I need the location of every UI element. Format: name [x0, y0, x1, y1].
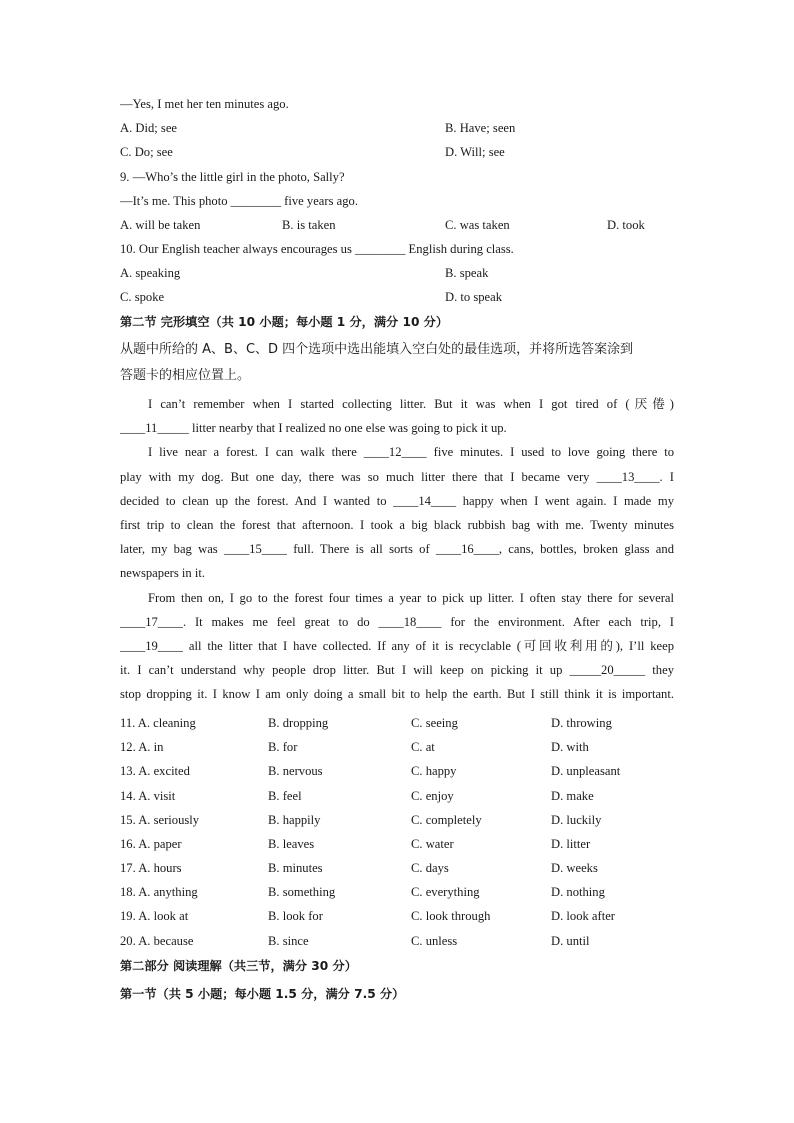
option-15-d: D. luckily	[551, 813, 602, 827]
option-16-d: D. litter	[551, 837, 591, 851]
passage-line: it. I can’t understand why people drop litter. But I will keep on picking it up _____20_____ they	[120, 663, 674, 678]
part2-heading: 第二部分 阅读理解（共三节，满分 30 分）	[120, 959, 357, 973]
passage-line: decided to clean up the forest. And I wanted to ____14____ happy when I went again. I made my	[120, 493, 674, 508]
option-13-a: 13. A. excited	[120, 764, 190, 778]
q9-question: 9. —Who’s the little girl in the photo, Sally?	[120, 170, 345, 184]
option-15-a: 15. A. seriously	[120, 813, 200, 827]
passage-line: first trip to clean the forest that afternoon. I took a big black rubbish bag with me. Twenty minutes	[120, 517, 674, 532]
option-17-b: B. minutes	[268, 861, 323, 875]
passage-line: play with my dog. But one day, there was so much litter there that I became very ____13____. I	[120, 469, 674, 484]
option-11-c: C. seeing	[411, 716, 458, 730]
passage-line: I can’t remember when I started collecting litter. But it was when I got tired of (厌倦)	[148, 397, 674, 411]
section2-heading: 第二节 完形填空（共 10 小题；每小题 1 分，满分 10 分）	[120, 315, 449, 329]
option-16-c: C. water	[411, 837, 454, 851]
option-11-d: D. throwing	[551, 716, 612, 730]
option-14-b: B. feel	[268, 789, 302, 803]
option-12-a: 12. A. in	[120, 740, 164, 754]
option-11-a: 11. A. cleaning	[120, 716, 196, 730]
option-20-d: D. until	[551, 934, 590, 948]
option-20-a: 20. A. because	[120, 934, 194, 948]
q9-option-d: D. took	[607, 218, 645, 232]
option-13-c: C. happy	[411, 764, 457, 778]
option-19-c: C. look through	[411, 909, 491, 923]
q10-option-d: D. to speak	[445, 290, 503, 304]
option-14-c: C. enjoy	[411, 789, 454, 803]
passage-line: newspapers in it.	[120, 566, 205, 581]
passage-line: ____11_____ litter nearby that I realized no one else was going to pick it up.	[120, 421, 507, 436]
passage-line: I live near a forest. I can walk there ____12____ five minutes. I used to love going there to	[148, 445, 674, 460]
option-13-b: B. nervous	[268, 764, 323, 778]
option-15-c: C. completely	[411, 813, 482, 827]
option-12-d: D. with	[551, 740, 589, 754]
option-19-a: 19. A. look at	[120, 909, 189, 923]
passage-line: later, my bag was ____15____ full. There is all sorts of ____16____, cans, bottles, broken glass and	[120, 542, 674, 557]
passage-line: From then on, I go to the forest four times a year to pick up litter. I often stay there for several	[148, 590, 674, 605]
option-20-b: B. since	[268, 934, 309, 948]
option-16-b: B. leaves	[268, 837, 315, 851]
option-18-b: B. something	[268, 885, 336, 899]
option-19-b: B. look for	[268, 909, 323, 923]
q10-option-b: B. speak	[445, 266, 489, 280]
q8-option-a: A. Did; see	[120, 121, 178, 135]
option-13-d: D. unpleasant	[551, 764, 621, 778]
option-18-c: C. everything	[411, 885, 480, 899]
q8-option-c: C. Do; see	[120, 145, 173, 159]
q9-option-c: C. was taken	[445, 218, 510, 232]
option-16-a: 16. A. paper	[120, 837, 182, 851]
q9-option-b: B. is taken	[282, 218, 336, 232]
option-17-a: 17. A. hours	[120, 861, 182, 875]
q8-answer-line: —Yes, I met her ten minutes ago.	[120, 97, 289, 111]
part2-section1-heading: 第一节（共 5 小题；每小题 1.5 分，满分 7.5 分）	[120, 987, 405, 1001]
passage-line: ____17____. It makes me feel great to do ____18____ for the environment. After each trip, I	[120, 614, 674, 629]
q10-option-a: A. speaking	[120, 266, 181, 280]
option-14-d: D. make	[551, 789, 594, 803]
passage-line: stop dropping it. I know I am only doing a small bit to help the earth. But I still think it is important.	[120, 687, 674, 702]
section2-instruction-line1: 从题中所给的 A、B、C、D 四个选项中选出能填入空白处的最佳选项，并将所选答案涂到	[120, 342, 634, 357]
option-19-d: D. look after	[551, 909, 615, 923]
option-12-c: C. at	[411, 740, 435, 754]
option-17-d: D. weeks	[551, 861, 598, 875]
passage-line: ____19____ all the litter that I have collected. If any of it is recyclable (可回收利用的), I’ll keep	[120, 638, 674, 653]
q8-option-d: D. Will; see	[445, 145, 505, 159]
option-15-b: B. happily	[268, 813, 321, 827]
option-11-b: B. dropping	[268, 716, 329, 730]
option-20-c: C. unless	[411, 934, 458, 948]
section2-instruction-line2: 答题卡的相应位置上。	[120, 368, 251, 383]
q8-option-b: B. Have; seen	[445, 121, 516, 135]
option-17-c: C. days	[411, 861, 449, 875]
cloze-passage	[120, 392, 674, 706]
option-18-a: 18. A. anything	[120, 885, 198, 899]
q9-option-a: A. will be taken	[120, 218, 201, 232]
q10-question: 10. Our English teacher always encourages us ________ English during class.	[120, 242, 514, 256]
option-14-a: 14. A. visit	[120, 789, 176, 803]
q10-option-c: C. spoke	[120, 290, 165, 304]
option-12-b: B. for	[268, 740, 298, 754]
option-18-d: D. nothing	[551, 885, 605, 899]
q9-response: —It’s me. This photo ________ five years ago.	[120, 194, 358, 208]
